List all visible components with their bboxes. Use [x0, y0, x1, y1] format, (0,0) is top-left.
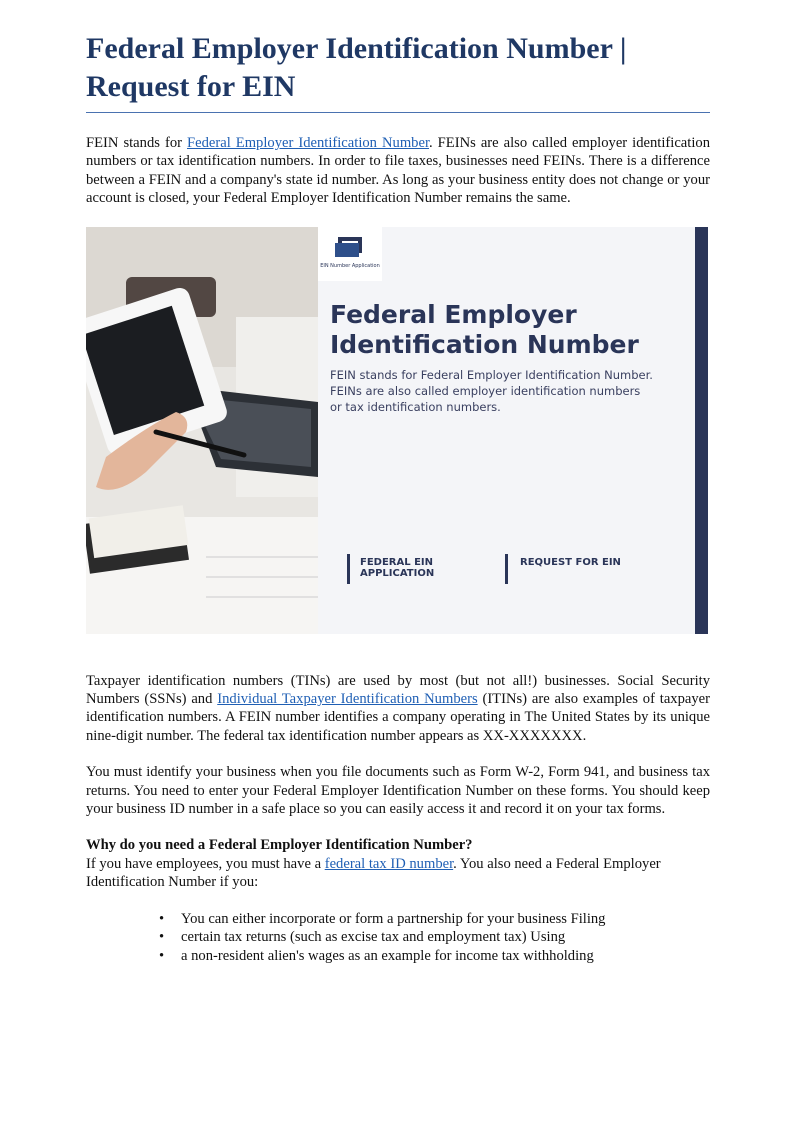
ein-banner-image	[86, 227, 708, 634]
tin-text-end: (ITINs) are also examples of taxpayer identification numbers. A FEIN number identifies a company operating in The United States by its unique nine-digit number. The federal tax identification number appears as XX-XXXXXXX.	[86, 691, 711, 744]
tag-federal-ein-line2: APPLICATION	[360, 567, 435, 579]
logo-text: EIN Number Application	[320, 262, 380, 269]
bullet-icon: •	[159, 947, 165, 964]
section-heading: Why do you need a Federal Employer Identification Number?	[86, 837, 473, 854]
bullet-icon: •	[159, 910, 165, 927]
section-paragraph	[86, 855, 710, 892]
banner-heading-line2: Identification Number	[330, 329, 639, 359]
list-item-text: a non-resident alien's wages as an example for income tax withholding	[181, 947, 594, 964]
banner-body-line1: FEIN stands for Federal Employer Identification Number.	[330, 367, 653, 382]
fein-link[interactable]: Federal Employer Identification Number	[187, 135, 430, 151]
list-item	[159, 947, 710, 965]
identify-business-paragraph: You must identify your business when you file documents such as Form W-2, Form 941, and business tax returns. You need to enter your Federal Employer Identification Number on these forms. You should keep your business ID number in a safe place so you can easily access it and record it on your tax forms.	[86, 764, 710, 818]
section-text-end: . You also need a Federal Employer Identification Number if you:	[86, 855, 661, 891]
reasons-list	[86, 910, 710, 965]
banner-heading-line1: Federal Employer	[330, 299, 577, 329]
bullet-icon: •	[159, 929, 165, 946]
itin-link[interactable]: Individual Taxpayer Identification Numbers	[217, 691, 478, 708]
tag1-bar	[347, 554, 350, 584]
logo-badge	[318, 227, 382, 281]
tin-paragraph	[86, 672, 710, 746]
banner-body-line3: or tax identification numbers.	[330, 399, 501, 414]
list-item	[159, 910, 710, 928]
section-text-start: If you have employees, you must have a	[86, 855, 325, 872]
title-divider	[86, 112, 710, 113]
list-item	[159, 928, 710, 946]
tin-text-start: Taxpayer identification numbers (TINs) are used by most (but not all!) businesses. Social Security Numbers (SSNs) and	[86, 672, 710, 708]
intro-text-start: FEIN stands for	[86, 135, 187, 151]
banner-body-line2: FEINs are also called employer identification numbers	[330, 383, 641, 398]
list-item-text: You can either incorporate or form a partnership for your business Filing	[181, 910, 606, 927]
page-title: Federal Employer Identification Number | Request for EIN	[86, 32, 627, 103]
intro-paragraph	[86, 134, 710, 208]
federal-tax-id-link[interactable]: federal tax ID number	[324, 855, 454, 872]
list-item-text: certain tax returns (such as excise tax and employment tax) Using	[181, 929, 566, 946]
tag-federal-ein-line1: FEDERAL EIN	[360, 556, 434, 568]
document-page	[86, 30, 710, 965]
office-photo	[86, 227, 318, 634]
tag-request-for-ein: REQUEST FOR EIN	[520, 556, 621, 568]
banner-graphic	[86, 227, 708, 634]
accent-bar	[695, 227, 708, 634]
intro-text-end: . FEINs are also called employer identification numbers or tax identification numbers. In order to file taxes, businesses need FEINs. There is a difference between a FEIN and a company's state id number. As long as your business entity does not change or your account is closed, your Federal Employer Identification Number remains the same.	[86, 135, 710, 207]
tag2-bar	[505, 554, 508, 584]
